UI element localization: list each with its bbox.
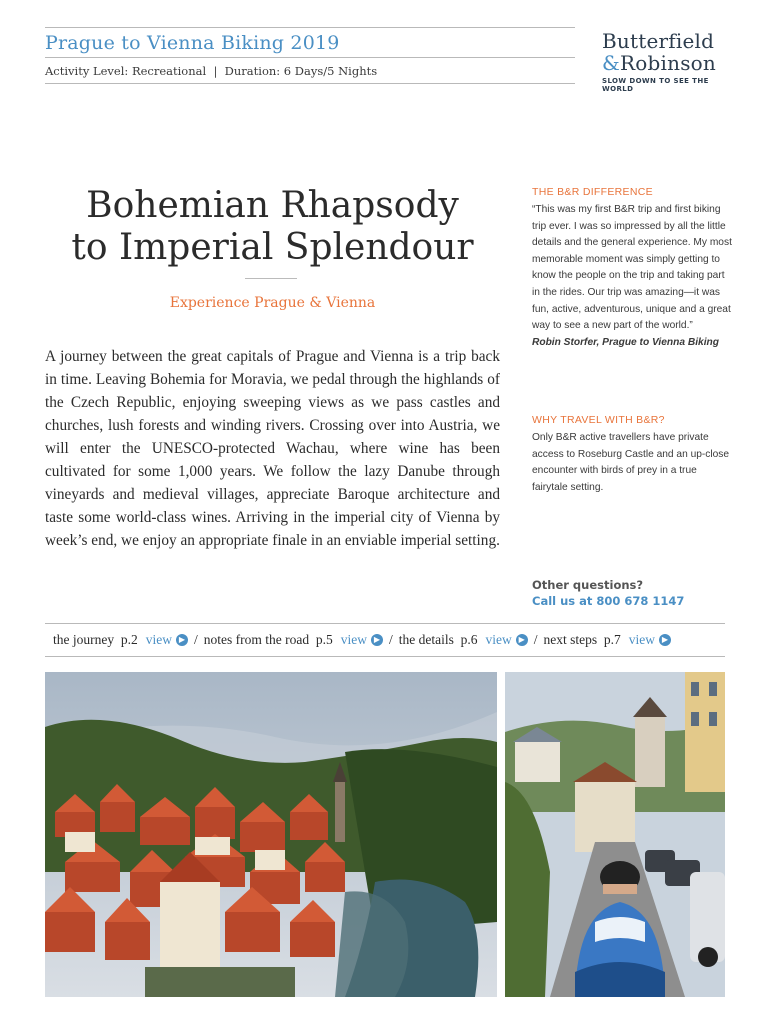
why-heading: WHY TRAVEL WITH B&R? bbox=[532, 414, 665, 426]
difference-panel bbox=[532, 186, 732, 351]
main-title-line-2: to Imperial Splendour bbox=[71, 227, 474, 268]
intro-paragraph: A journey between the great capitals of Prague and Vienna is a trip back in time. Leaving Bohemia for Moravia, we pedal through the highlands of the Czech Republic, enjoying sweeping views as we pass castles and churches, lush forests and winding rivers. Crossing over into Austria, we will enter the UNESCO-protected Wachau, where wine has been cultivated for some 1,000 years. We follow the lazy Danube through vineyards and medieval villages, appreciate Baroque architecture and taste some world-class wines. Arriving in the imperial city of Vienna by week’s end, we enjoy an appropriate finale in an enviable imperial setting. bbox=[45, 348, 500, 549]
nav-label: the details p.6 bbox=[398, 632, 478, 647]
main-title-line-1: Bohemian Rhapsody bbox=[86, 185, 459, 226]
logo-line-1: Butterfield bbox=[602, 29, 715, 53]
header-bottom-rule bbox=[45, 83, 575, 84]
logo-line-2 bbox=[602, 52, 742, 74]
cyclist-street-photo bbox=[505, 672, 725, 997]
chevron-right-icon[interactable]: ▶ bbox=[176, 634, 188, 646]
nav-item-notes[interactable] bbox=[204, 632, 383, 648]
nav-item-details[interactable] bbox=[399, 632, 528, 648]
nav-separator: / bbox=[193, 632, 198, 647]
nav-separator: / bbox=[533, 632, 538, 647]
brand-logo bbox=[602, 30, 742, 93]
difference-quote: “This was my first B&R trip and first biking trip ever. I was so impressed by all the little details and the general experience. My most memorable moment was simply getting to know the people on the trip and taking part in the rides. Our trip was amazing—it was fun, active, adventurous, unique and a great way to see a new part of the world.” bbox=[532, 204, 732, 332]
nav-label: next steps p.7 bbox=[543, 632, 621, 647]
nav-view-link[interactable]: view bbox=[145, 632, 172, 647]
why-text: Only B&R active travellers have private access to Roseburg Castle and an up-close encounter with birds of prey in a true fairytale setting. bbox=[532, 432, 730, 493]
nav-view-link[interactable]: view bbox=[485, 632, 512, 647]
title-divider bbox=[245, 278, 297, 279]
contact-block bbox=[532, 577, 732, 609]
subtitle: Experience Prague & Vienna bbox=[169, 295, 376, 311]
nav-separator: / bbox=[388, 632, 393, 647]
difference-attribution: Robin Storfer, Prague to Vienna Biking bbox=[532, 336, 719, 348]
difference-heading: THE B&R DIFFERENCE bbox=[532, 186, 653, 198]
contact-phone-link[interactable]: Call us at 800 678 1147 bbox=[532, 594, 685, 608]
nav-item-journey[interactable] bbox=[53, 632, 188, 648]
town-river-photo bbox=[45, 672, 497, 997]
nav-label: the journey p.2 bbox=[53, 632, 138, 647]
nav-item-next-steps[interactable] bbox=[543, 632, 671, 648]
logo-line-2-text: Robinson bbox=[620, 51, 716, 75]
nav-view-link[interactable]: view bbox=[340, 632, 367, 647]
why-panel bbox=[532, 414, 732, 496]
trip-title: Prague to Vienna Biking 2019 bbox=[45, 32, 340, 54]
nav-view-link[interactable]: view bbox=[628, 632, 655, 647]
chevron-right-icon[interactable]: ▶ bbox=[371, 634, 383, 646]
logo-ampersand: & bbox=[602, 51, 621, 75]
chevron-right-icon[interactable]: ▶ bbox=[659, 634, 671, 646]
chevron-right-icon[interactable]: ▶ bbox=[516, 634, 528, 646]
main-title bbox=[45, 185, 500, 269]
contact-question: Other questions? bbox=[532, 578, 644, 592]
document-header bbox=[45, 27, 575, 84]
nav-label: notes from the road p.5 bbox=[203, 632, 333, 647]
logo-tagline: SLOW DOWN TO SEE THE WORLD bbox=[602, 77, 709, 93]
trip-meta: Activity Level: Recreational | Duration: 6 Days/5 Nights bbox=[45, 64, 378, 78]
page-nav bbox=[45, 623, 725, 657]
